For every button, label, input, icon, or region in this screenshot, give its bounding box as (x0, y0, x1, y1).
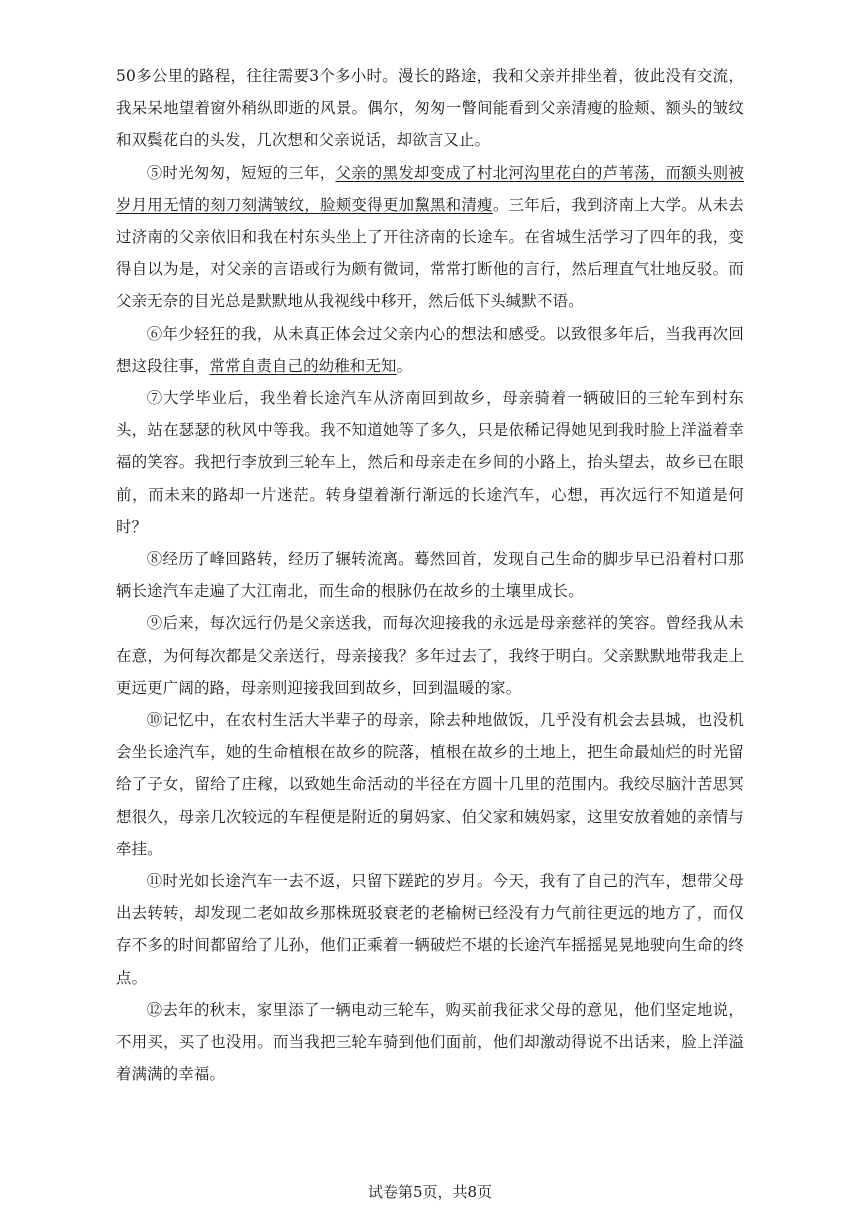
paragraph-6-after: 。 (396, 356, 413, 375)
paragraph-8: ⑧经历了峰回路转，经历了辗转流离。蓦然回首，发现自己生命的脚步早已沿着村口那辆长途汽车走遍了大江南北，而生命的根脉仍在故乡的土壤里成长。 (116, 550, 744, 601)
paragraph-12: ⑫去年的秋末，家里添了一辆电动三轮车，购买前我征求父母的意见，他们坚定地说，不用买，买了也没用。而当我把三轮车骑到他们面前，他们却激动得说不出话来，脸上洋溢着满满的幸福。 (116, 1000, 744, 1084)
paragraph-9: ⑨后来，每次远行仍是父亲送我，而每次迎接我的永远是母亲慈祥的笑容。曾经我从未在意，为何每次都是父亲送行，母亲接我？多年过去了，我终于明白。父亲默默地带我走上更远更广阔的路，母亲则迎接我回到故乡，回到温暖的家。 (116, 614, 744, 697)
page-number-footer: 试卷第5页，共8页 (367, 1183, 493, 1201)
paragraph-11: ⑪时光如长途汽车一去不返，只留下蹉跎的岁月。今天，我有了自己的汽车，想带父母出去转转，却发现二老如故乡那株斑驳衰老的老榆树已经没有力气前往更远的地方了，而仅存不多的时间都留给了儿孙，他们正乘着一辆破烂不堪的长途汽车摇摇晃晃地驶向生命的终点。 (116, 872, 744, 987)
paragraph-6-before: ⑥年少轻狂的我，从未真正体会过父亲内心的想法和感受。以致很多年后，当我再次回想这段往事， (116, 324, 744, 375)
paragraph-5-before: ⑤时光匆匆，短短的三年， (146, 163, 336, 182)
paragraph-7: ⑦大学毕业后，我坐着长途汽车从济南回到故乡，母亲骑着一辆破旧的三轮车到村东头，站在瑟瑟的秋风中等我。我不知道她等了多久，只是依稀记得她见到我时脸上洋溢着幸福的笑容。我把行李放到三轮车上，然后和母亲走在乡间的小路上，抬头望去，故乡已在眼前，而未来的路却一片迷茫。转身望着渐行渐远的长途汽车，心想，再次远行不知道是何时？ (116, 389, 744, 536)
paragraph-6-underlined: 常常自责自己的幼稚和无知 (209, 356, 397, 375)
paragraph-5-after: 。三年后，我到济南上大学。从未去过济南的父亲依旧和我在村东头坐上了开往济南的长途车。在省城生活学习了四年的我，变得自以为是，对父亲的言语或行为颇有微词，常常打断他的言行，然后理直气壮地反驳。而父亲无奈的目光总是默默地从我视线中移开，然后低下头缄默不语。 (116, 195, 744, 311)
paragraph-continuation: 50多公里的路程，往往需要3个多小时。漫长的路途，我和父亲并排坐着，彼此没有交流，我呆呆地望着窗外稍纵即逝的风景。偶尔，匆匆一瞥间能看到父亲清瘦的脸颊、额头的皱纹和双鬓花白的头发，几次想和父亲说话，却欲言又止。 (116, 67, 744, 150)
paragraph-5 (116, 157, 744, 318)
paragraph-6 (116, 318, 744, 382)
paragraph-5-underlined: 父亲的黑发却变成了村北河沟里花白的芦苇荡，而额头则被岁月用无情的刻刀刻满皱纹，脸颊变得更加黧黑和清瘦 (116, 163, 745, 214)
paragraph-10: ⑩记忆中，在农村生活大半辈子的母亲，除去种地做饭，几乎没有机会去县城，也没机会坐长途汽车，她的生命植根在故乡的院落，植根在故乡的土地上，把生命最灿烂的时光留给了子女，留给了庄稼，以致她生命活动的半径在方圆十几里的范围内。我绞尽脑汁苦思冥想很久，母亲几次较远的车程便是附近的舅妈家、伯父家和姨妈家，这里安放着她的亲情与牵挂。 (116, 711, 744, 858)
document-body (116, 60, 744, 1091)
